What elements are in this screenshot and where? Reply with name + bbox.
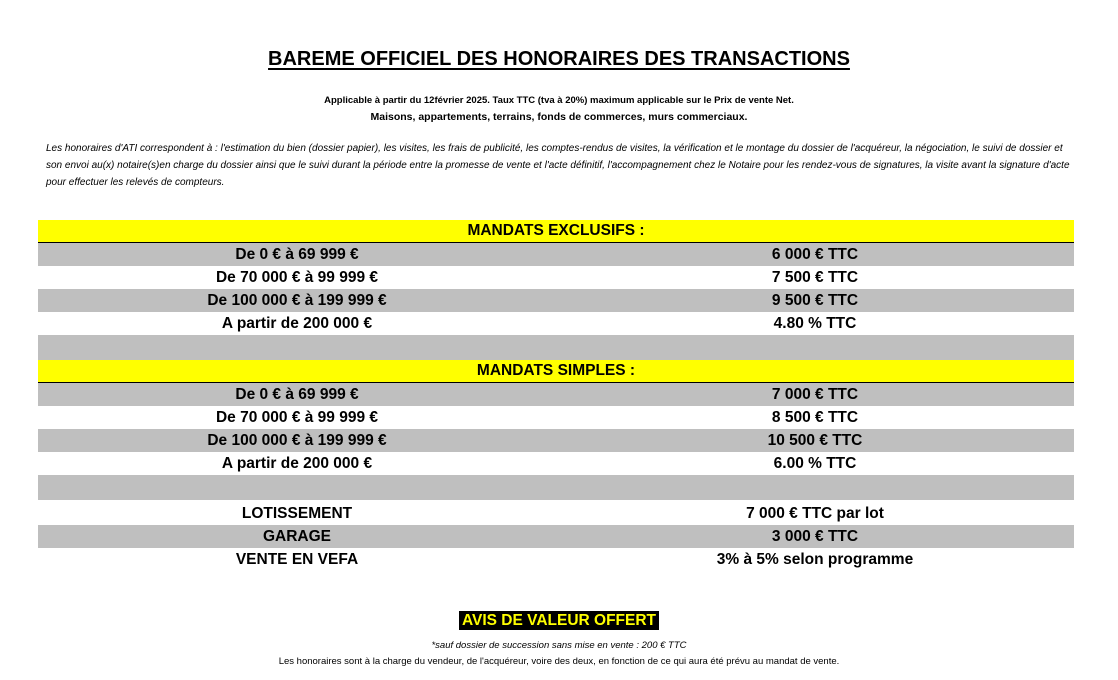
price-range: A partir de 200 000 €	[221, 454, 373, 472]
price-range: De 0 € à 69 999 €	[235, 385, 359, 403]
item-label: LOTISSEMENT	[241, 504, 353, 522]
table-row	[38, 406, 1074, 429]
fee-value: 10 500 € TTC	[767, 431, 863, 449]
succession-note: *sauf dossier de succession sans mise en vente : 200 € TTC	[431, 640, 687, 651]
separator-band	[38, 335, 1074, 360]
table-row	[38, 429, 1074, 452]
fee-value: 9 500 € TTC	[771, 291, 859, 309]
intro-paragraph: Les honoraires d'ATI correspondent à : l'estimation du bien (dossier papier), les visites, les frais de publicité, les comptes-rendus de visites, la vérification et le montage du dossier de l'acquéreur, la négociation, le suivi de dossier et son envoi au(x) notaire(s)en charge du dossier ainsi que le suivi durant la période entre la promesse de vente et l'acte définitif, l'accompagnement chez le Notaire pour les rendez-vous de signatures, la visite avant la signature d'acte pour effectuer les relevés de compteurs.	[46, 143, 1070, 188]
footer-text: Les honoraires sont à la charge du vendeur, de l'acquéreur, voire des deux, en fonction de ce qui aura été prévu au mandat de vente.	[278, 656, 840, 667]
price-range: De 70 000 € à 99 999 €	[215, 408, 379, 426]
price-range: De 100 000 € à 199 999 €	[207, 431, 387, 449]
fee-value: 7 500 € TTC	[771, 268, 859, 286]
document-title-text: BAREME OFFICIEL DES HONORAIRES DES TRANSACTIONS	[268, 48, 850, 70]
table-row	[38, 312, 1074, 335]
fee-value: 6 000 € TTC	[771, 245, 859, 263]
fee-value: 8 500 € TTC	[771, 408, 859, 426]
fee-value: 3% à 5% selon programme	[716, 550, 914, 568]
property-types-line: Maisons, appartements, terrains, fonds de commerces, murs commerciaux.	[370, 111, 748, 123]
fee-table	[38, 220, 1074, 571]
document-title	[0, 48, 1118, 71]
fee-value: 3 000 € TTC	[771, 527, 859, 545]
free-valuation-label: AVIS DE VALEUR OFFERT	[459, 611, 659, 630]
fee-value: 6.00 % TTC	[773, 454, 857, 472]
fee-value: 4.80 % TTC	[773, 314, 857, 332]
table-row	[38, 289, 1074, 312]
table-row	[38, 266, 1074, 289]
table-row	[38, 383, 1074, 406]
simple-header: MANDATS SIMPLES :	[38, 360, 1074, 383]
price-range: De 0 € à 69 999 €	[235, 245, 359, 263]
fee-value: 7 000 € TTC par lot	[746, 504, 884, 522]
exclusive-header: MANDATS EXCLUSIFS :	[38, 220, 1074, 243]
table-row	[38, 525, 1074, 548]
price-range: De 100 000 € à 199 999 €	[207, 291, 387, 309]
separator-band	[38, 475, 1074, 500]
fee-value: 7 000 € TTC	[771, 385, 859, 403]
table-row	[38, 548, 1074, 571]
table-row	[38, 502, 1074, 525]
table-row	[38, 243, 1074, 266]
price-range: De 70 000 € à 99 999 €	[215, 268, 379, 286]
table-row	[38, 452, 1074, 475]
applicability-line: Applicable à partir du 12février 2025. Taux TTC (tva à 20%) maximum applicable sur le Prix de vente Net.	[324, 95, 794, 106]
item-label: VENTE EN VEFA	[235, 550, 359, 568]
price-range: A partir de 200 000 €	[221, 314, 373, 332]
item-label: GARAGE	[262, 527, 332, 545]
free-valuation-banner	[0, 612, 1118, 630]
